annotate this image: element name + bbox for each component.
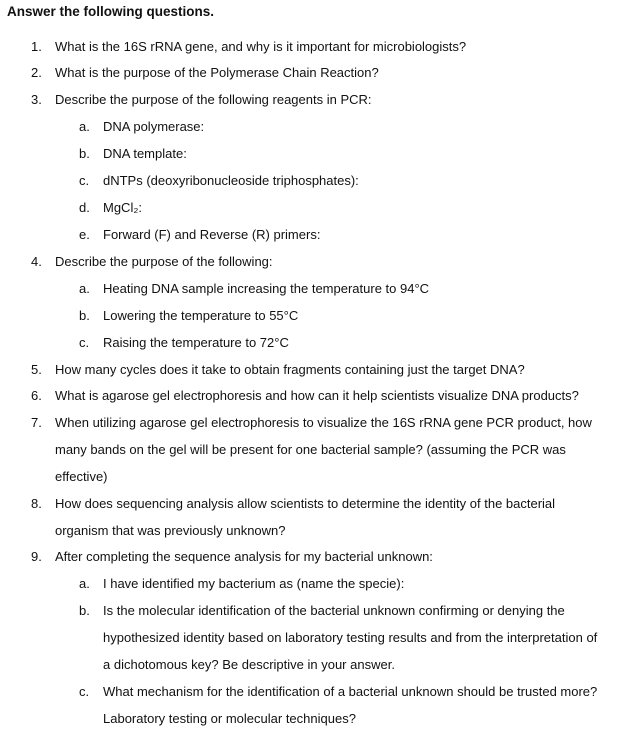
question-2-text: What is the purpose of the Polymerase Chain Reaction? (55, 65, 379, 80)
question-7-number: 7. (31, 415, 42, 430)
question-9a-letter: a. (79, 576, 90, 591)
question-3b-text: DNA template: (103, 146, 187, 161)
question-3a-text: DNA polymerase: (103, 119, 205, 134)
question-7-text-line-1: When utilizing agarose gel electrophoresis to visualize the 16S rRNA gene PCR product, how (55, 415, 592, 430)
question-4b-text: Lowering the temperature to 55°C (103, 308, 299, 323)
question-4a-text: Heating DNA sample increasing the temperature to 94°C (103, 281, 430, 296)
question-1-text: What is the 16S rRNA gene, and why is it important for microbiologists? (55, 39, 467, 54)
question-8-number: 8. (31, 496, 42, 511)
question-5-text: How many cycles does it take to obtain fragments containing just the target DNA? (55, 362, 525, 377)
question-3c-text: dNTPs (deoxyribonucleoside triphosphates): (103, 173, 359, 188)
question-4b-letter: b. (79, 308, 90, 323)
question-9c-text-line-1: What mechanism for the identification of a bacterial unknown should be trusted more? (103, 684, 598, 699)
question-9a-text: I have identified my bacterium as (name the specie): (103, 576, 405, 591)
question-3e-letter: e. (79, 227, 90, 242)
question-9b-text-line-2: hypothesized identity based on laboratory testing results and from the interpretation of (103, 630, 598, 645)
question-4-text: Describe the purpose of the following: (55, 254, 273, 269)
question-3c-letter: c. (79, 173, 90, 188)
question-8-text-line-2: organism that was previously unknown? (55, 523, 286, 538)
question-4-number: 4. (31, 254, 42, 269)
question-1-number: 1. (31, 39, 42, 54)
question-3-number: 3. (31, 92, 42, 107)
question-9b-text-line-3: a dichotomous key? Be descriptive in your answer. (103, 657, 395, 672)
question-7-text-line-2: many bands on the gel will be present for one bacterial sample? (assuming the PCR was (55, 442, 566, 457)
question-4a-letter: a. (79, 281, 90, 296)
question-5-number: 5. (31, 362, 42, 377)
question-2-number: 2. (31, 65, 42, 80)
question-3a-letter: a. (79, 119, 90, 134)
page-title: Answer the following questions. (7, 4, 215, 19)
question-9b-letter: b. (79, 603, 90, 618)
question-3e-text: Forward (F) and Reverse (R) primers: (103, 227, 321, 242)
question-3d-text: MgCl₂: (103, 200, 142, 215)
question-9c-text-line-2: Laboratory testing or molecular techniques? (103, 711, 356, 726)
question-8-text-line-1: How does sequencing analysis allow scientists to determine the identity of the bacterial (55, 496, 556, 511)
question-3-text: Describe the purpose of the following reagents in PCR: (55, 92, 372, 107)
question-6-number: 6. (31, 388, 42, 403)
question-3d-letter: d. (79, 200, 90, 215)
question-4c-text: Raising the temperature to 72°C (103, 335, 289, 350)
question-9-number: 9. (31, 549, 42, 564)
question-9b-text-line-1: Is the molecular identification of the bacterial unknown confirming or denying the (103, 603, 565, 618)
question-9-text: After completing the sequence analysis for my bacterial unknown: (55, 549, 433, 564)
question-6-text: What is agarose gel electrophoresis and how can it help scientists visualize DNA products? (55, 388, 579, 403)
question-4c-letter: c. (79, 335, 90, 350)
question-7-text-line-3: effective) (55, 469, 108, 484)
question-9c-letter: c. (79, 684, 90, 699)
question-3b-letter: b. (79, 146, 90, 161)
